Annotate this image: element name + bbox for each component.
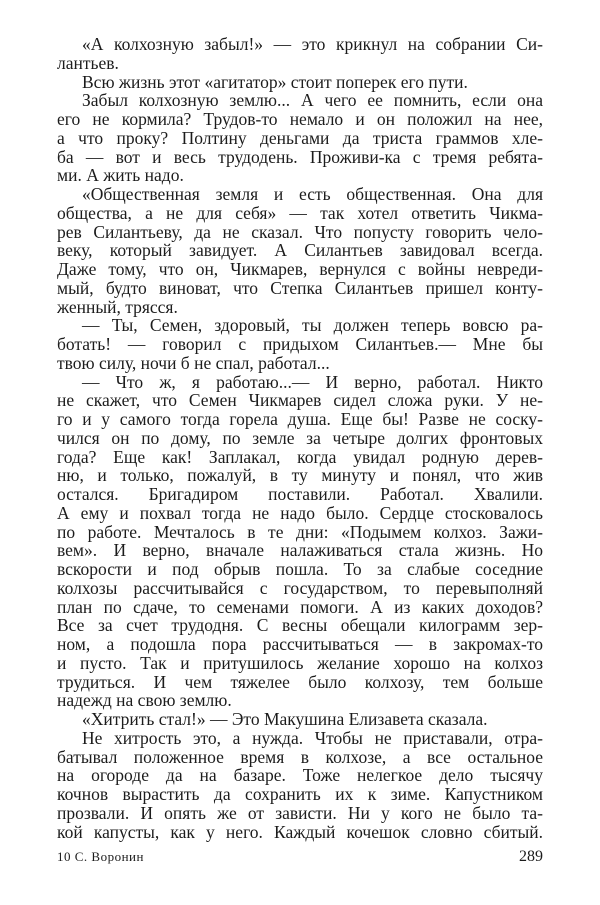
page-footer <box>57 848 543 866</box>
text-line: надежд на свою землю. <box>57 690 232 711</box>
text-line: «Общественная земля и есть общественная. Она для <box>82 184 543 204</box>
text-line: его не кормила? Трудов-то немало и он положил на нее, <box>57 109 543 129</box>
text-line: — Ты, Семен, здоровый, ты должен теперь вовсю ра- <box>82 315 543 336</box>
text-line: Всю жизнь этот «агитатор» стоит поперек его пути. <box>82 71 468 92</box>
text-line: ми. А жить надо. <box>57 165 184 186</box>
text-line: веку, который завидует. А Силантьев завидовал всегда. <box>57 240 543 261</box>
text-line: не скажет, что Семен Чикмарев сидел сложа руки. У не- <box>57 390 543 411</box>
text-line: по работе. Мечталось в те дни: «Подымем колхоз. Зажи- <box>57 521 543 542</box>
page-body-text <box>57 35 543 841</box>
text-line: колхозы рассчитывайся с государством, то перевыполняй <box>57 577 543 598</box>
text-line: прозвали. И опять же от зависти. Ни у кого не было та- <box>57 802 543 823</box>
text-line: ботать! — говорил с придыхом Силантьев.— Мне бы <box>57 334 543 354</box>
text-line: трудиться. И чем тяжелее было колхозу, тем больше <box>57 671 543 692</box>
printer-signature: 10 С. Воронин <box>57 849 144 864</box>
text-line: го и у самого тогда горела душа. Еще бы! Разве не соску- <box>57 409 543 429</box>
text-line: «Хитрить стал!» — Это Макушина Елизавета сказала. <box>82 709 488 729</box>
text-line: «А колхозную забыл!» — это крикнул на собрании Си- <box>82 34 543 54</box>
text-line: А ему и похвал тогда не надо было. Сердце стосковалось <box>57 502 543 523</box>
text-line: Все за счет трудодня. С весны обещали килограмм зер- <box>57 615 543 636</box>
text-line: рев Силантьеву, да не сказал. Что попусту говорить чело- <box>57 221 543 242</box>
text-line: общества, а не для себя» — так хотел ответить Чикма- <box>57 202 543 223</box>
text-line: женный, трясся. <box>57 296 178 317</box>
text-line: Даже тому, что он, Чикмарев, вернулся с войны невреди- <box>57 259 543 279</box>
text-line: лантьев. <box>57 52 119 73</box>
text-line: и пусто. Так и притушилось желание хорошо на колхоз <box>57 652 543 673</box>
text-line: Не хитрость это, а нужда. Чтобы не приставали, отра- <box>82 727 543 748</box>
text-line: вем». И верно, вначале налаживаться стала жизнь. Но <box>57 540 543 561</box>
text-line: кочнов вырастить да сохранить их к зиме. Капустником <box>57 784 543 804</box>
text-line: ба — вот и весь трудодень. Проживи-ка с тремя ребята- <box>57 146 543 167</box>
text-line: ню, и только, пожалуй, в ту минуту и понял, что жив <box>57 465 543 486</box>
text-line: план по сдаче, то семенами помоги. А из каких доходов? <box>57 596 543 617</box>
text-line: ном, а подошла пора рассчитываться — в закромах-то <box>57 634 543 654</box>
text-line: остался. Бригадиром поставили. Работал. Хвалили. <box>57 484 543 504</box>
text-line: батывал положенное время в колхозе, а все остальное <box>57 746 543 767</box>
text-line: года? Еще как! Заплакал, когда увидал родную дерев- <box>57 446 543 467</box>
text-line: кой капусты, как у него. Каждый кочешок словно сбитый. <box>57 821 543 842</box>
text-line: на огороде да на базаре. Тоже нелегкое дело тысячу <box>57 765 543 786</box>
page-number: 289 <box>519 848 543 865</box>
text-line: твою силу, ночи б не спал, работал... <box>57 352 330 373</box>
text-line: — Что ж, я работаю...— И верно, работал. Никто <box>82 371 543 392</box>
text-line: мый, будто виноват, что Степка Силантьев пришел конту- <box>57 277 543 298</box>
text-line: а что проку? Полтину деньгами да триста граммов хле- <box>57 127 543 148</box>
text-line: чился он по дому, по земле за четыре долгих фронтовых <box>57 427 543 448</box>
text-line: Забыл колхозную землю... А чего ее помнить, если она <box>82 90 543 111</box>
text-line: вскорости и под обрыв пошла. То за слабые соседние <box>57 559 543 579</box>
